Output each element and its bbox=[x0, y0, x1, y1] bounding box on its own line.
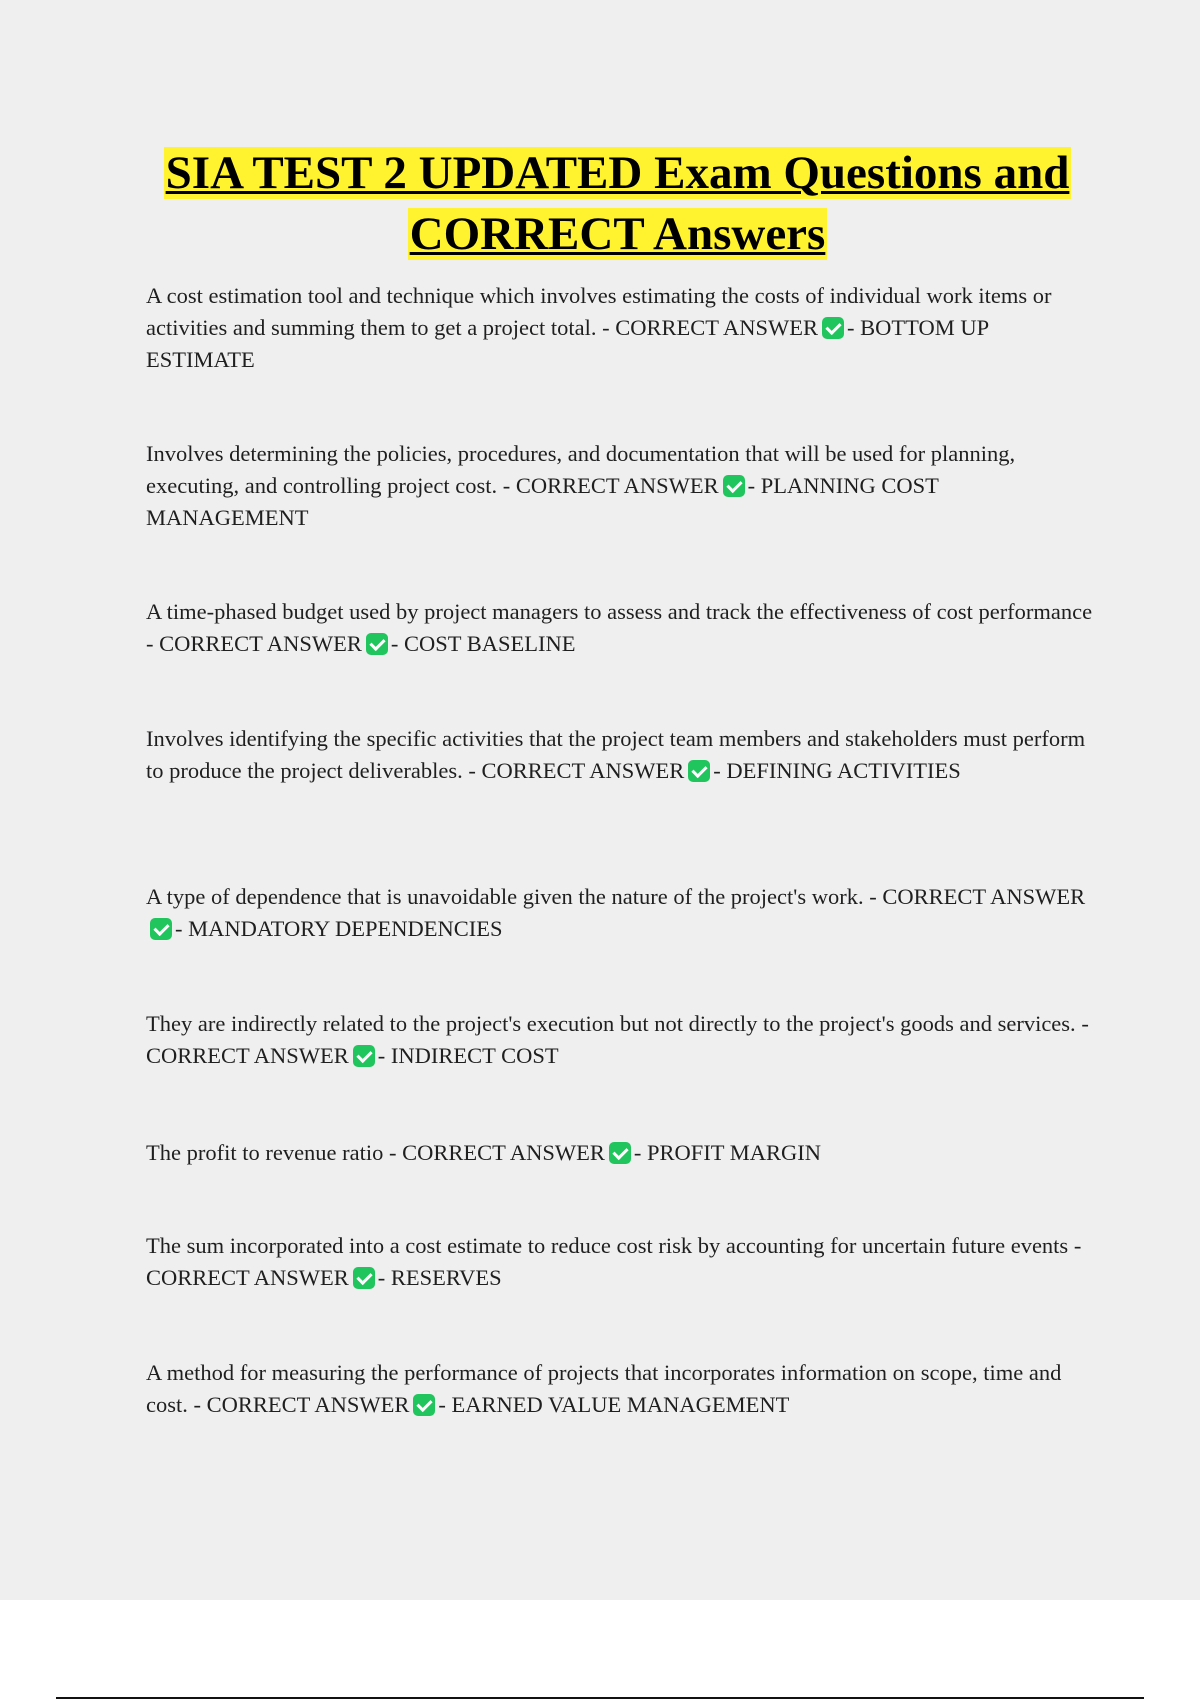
qa-item: The profit to revenue ratio - CORRECT ANSWER - PROFIT MARGIN bbox=[146, 1140, 822, 1165]
qa-item: A cost estimation tool and technique which involves estimating the costs of individual work items or activities and summing them to get a project total. - CORRECT ANSWER - BOTTOM UP ESTIMATE bbox=[146, 283, 1052, 372]
answer-label: CORRECT ANSWER bbox=[402, 1140, 605, 1165]
answer-text: COST BASELINE bbox=[404, 631, 576, 656]
answer-label: CORRECT ANSWER bbox=[146, 1043, 349, 1068]
answer-text: DEFINING ACTIVITIES bbox=[726, 758, 961, 783]
qa-item: A method for measuring the performance of projects that incorporates information on scope, time and cost. - CORRECT ANSWER - EARNED VALUE MANAGEMENT bbox=[146, 1360, 1062, 1417]
question-text: Involves identifying the specific activities that the project team members and stakeholders must perform to produce the project deliverables. bbox=[146, 726, 1086, 783]
answer-text: EARNED VALUE MANAGEMENT bbox=[451, 1392, 790, 1417]
check-mark-icon bbox=[366, 633, 388, 655]
qa-item: A time-phased budget used by project managers to assess and track the effectiveness of cost performance - CORRECT ANSWER - COST BASELINE bbox=[146, 599, 1093, 656]
answer-label: CORRECT ANSWER bbox=[206, 1392, 410, 1417]
question-text: A method for measuring the performance of projects that incorporates information on scope, time and cost. bbox=[146, 1360, 1062, 1417]
qa-item: A type of dependence that is unavoidable given the nature of the project's work. - CORRECT ANSWER- MANDATORY DEPENDENCIES bbox=[146, 884, 1086, 941]
qa-item: Involves determining the policies, procedures, and documentation that will be used for planning, executing, and controlling project cost. - CORRECT ANSWER - PLANNING COST MANAGEMENT bbox=[146, 441, 1016, 530]
answer-text: INDIRECT COST bbox=[390, 1043, 559, 1068]
answer-text: RESERVES bbox=[390, 1265, 502, 1290]
answer-text: PLANNING COST MANAGEMENT bbox=[146, 473, 939, 530]
check-mark-icon bbox=[413, 1394, 435, 1416]
answer-label: CORRECT ANSWER bbox=[146, 1265, 349, 1290]
question-text: A cost estimation tool and technique which involves estimating the costs of individual work items or activities and summing them to get a project total. bbox=[146, 283, 1052, 340]
qa-item: They are indirectly related to the project's execution but not directly to the project's goods and services. - CORRECT ANSWER - INDIRECT COST bbox=[146, 1011, 1089, 1068]
check-mark-icon bbox=[353, 1045, 375, 1067]
document-title-text: SIA TEST 2 UPDATED Exam Questions and CORRECT Answers bbox=[165, 147, 1070, 260]
question-text: Involves determining the policies, procedures, and documentation that will be used for planning, executing, and controlling project cost. bbox=[146, 441, 1016, 498]
answer-label: CORRECT ANSWER bbox=[159, 631, 362, 656]
answer-label: CORRECT ANSWER bbox=[481, 758, 685, 783]
answer-label: CORRECT ANSWER bbox=[882, 884, 1086, 909]
question-text: The profit to revenue ratio bbox=[146, 1140, 384, 1165]
document-title bbox=[140, 143, 1095, 265]
check-mark-icon bbox=[822, 317, 844, 339]
page-footer-rule bbox=[56, 1697, 1144, 1699]
check-mark-icon bbox=[723, 475, 745, 497]
check-mark-icon bbox=[688, 760, 710, 782]
check-mark-icon bbox=[353, 1267, 375, 1289]
question-text: The sum incorporated into a cost estimate to reduce cost risk by accounting for uncertain future events bbox=[146, 1233, 1069, 1258]
answer-text: BOTTOM UP ESTIMATE bbox=[146, 315, 989, 372]
question-text: A type of dependence that is unavoidable given the nature of the project's work. bbox=[146, 884, 864, 909]
answer-text: MANDATORY DEPENDENCIES bbox=[188, 916, 503, 941]
check-mark-icon bbox=[150, 918, 172, 940]
answer-label: CORRECT ANSWER bbox=[515, 473, 719, 498]
answer-label: CORRECT ANSWER bbox=[615, 315, 819, 340]
question-text: A time-phased budget used by project managers to assess and track the effectiveness of cost performance bbox=[146, 599, 1093, 624]
check-mark-icon bbox=[609, 1142, 631, 1164]
qa-item: The sum incorporated into a cost estimate to reduce cost risk by accounting for uncertain future events - CORRECT ANSWER - RESERVES bbox=[146, 1233, 1082, 1290]
question-text: They are indirectly related to the project's execution but not directly to the project's goods and services. bbox=[146, 1011, 1076, 1036]
qa-item: Involves identifying the specific activities that the project team members and stakeholders must perform to produce the project deliverables. - CORRECT ANSWER - DEFINING ACTIVITIES bbox=[146, 726, 1086, 783]
answer-text: PROFIT MARGIN bbox=[647, 1140, 822, 1165]
